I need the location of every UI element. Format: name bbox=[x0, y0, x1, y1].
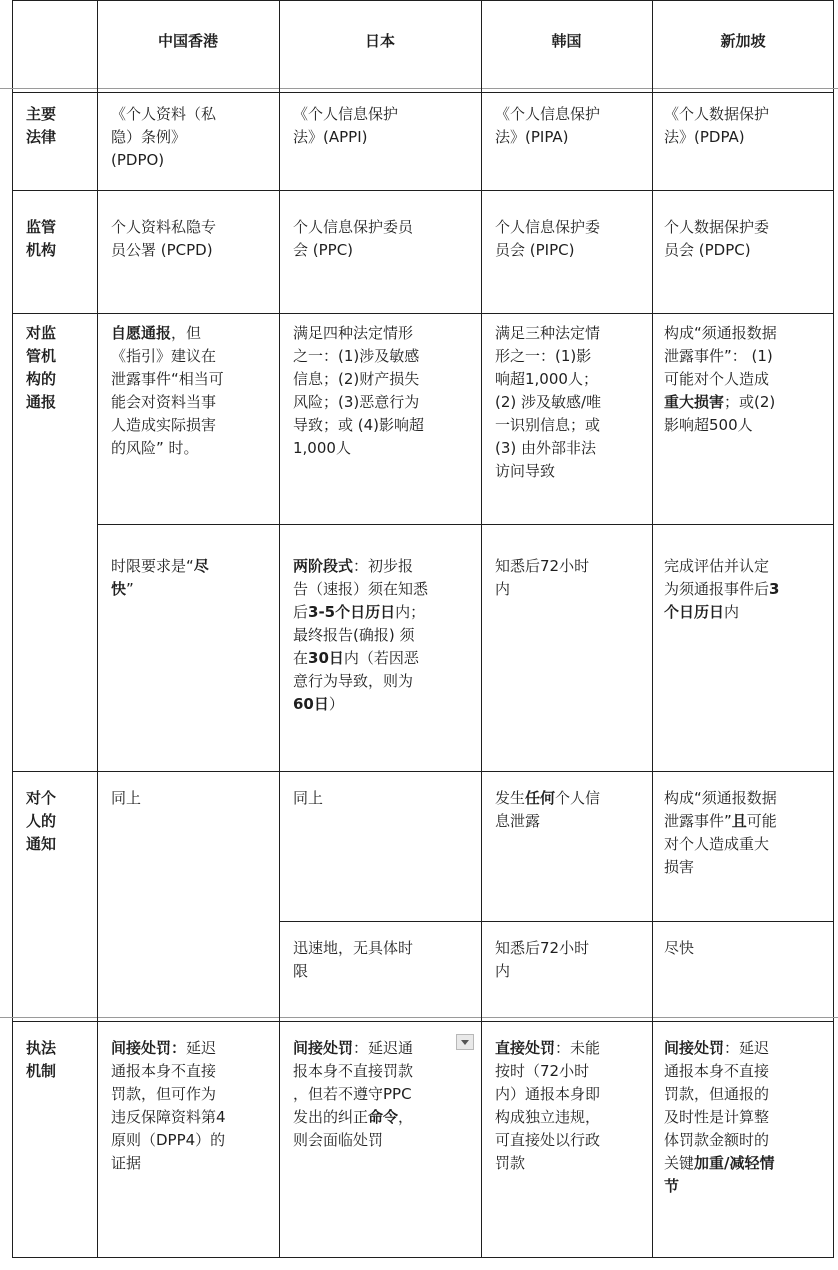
header-japan: 日本 bbox=[364, 32, 395, 50]
cell-regulator-jp: 个人信息保护委员 会 (PPC) bbox=[293, 218, 414, 259]
cell-individual-deadline-jp: 迅速地，无具体时 限 bbox=[293, 939, 414, 980]
cell-individual-deadline-sg: 尽快 bbox=[664, 939, 695, 957]
cell-regulator-kr: 个人信息保护委 员会 (PIPC) bbox=[495, 218, 601, 259]
cell-notify-regulator-kr: 满足三种法定情 形之一：(1)影 响超1,000人； (2) 涉及敏感/唯 一识别信息；或 (3) 由外部非法 访问导致 bbox=[495, 324, 602, 480]
cell-notify-regulator-sg: 构成“须通报数据 泄露事件”： (1) 可能对个人造成 重大损害；或(2) 影响超500人 bbox=[664, 324, 777, 434]
row-label-regulator: 监管 机构 bbox=[26, 218, 57, 259]
cell-notify-individual-hk: 同上 bbox=[111, 789, 142, 807]
cell-law-sg: 《个人数据保护 法》(PDPA) bbox=[664, 105, 770, 146]
row-label-notify-individual: 对个 人的 通知 bbox=[26, 789, 57, 853]
row-divider bbox=[12, 92, 834, 93]
cell-individual-deadline-kr: 知悉后72小时 内 bbox=[495, 939, 590, 980]
row-divider bbox=[12, 1021, 834, 1022]
column-divider bbox=[97, 0, 98, 1258]
cell-law-kr: 《个人信息保护 法》(PIPA) bbox=[495, 105, 601, 146]
row-divider bbox=[97, 524, 834, 525]
row-divider bbox=[12, 313, 834, 314]
header-hong-kong: 中国香港 bbox=[157, 32, 218, 50]
cell-enforcement-hk: 间接处罚：延迟 通报本身不直接 罚款，但可作为 违反保障资料第4 原则（DPP4）的 证据 bbox=[111, 1039, 226, 1172]
row-label-enforcement: 执法 机制 bbox=[26, 1039, 57, 1080]
header-korea: 韩国 bbox=[551, 32, 582, 50]
cell-notify-individual-kr: 发生任何个人信 息泄露 bbox=[495, 789, 601, 830]
row-divider bbox=[0, 88, 838, 89]
cell-notify-regulator-jp: 满足四种法定情形 之一：(1)涉及敏感 信息；(2)财产损失 风险；(3)恶意行为 导致；或 (4)影响超 1,000人 bbox=[293, 324, 425, 457]
cell-enforcement-jp: 间接处罚：延迟通 报本身不直接罚款 ，但若不遵守PPC 发出的纠正命令， 则会面临处罚 bbox=[293, 1039, 414, 1149]
column-divider bbox=[652, 0, 653, 1258]
cell-menu-dropdown-icon[interactable] bbox=[456, 1034, 474, 1050]
cell-regulator-sg: 个人数据保护委 员会 (PDPC) bbox=[664, 218, 770, 259]
cell-deadline-hk: 时限要求是“尽 快” bbox=[111, 557, 209, 598]
header-singapore: 新加坡 bbox=[720, 32, 766, 50]
cell-law-hk: 《个人资料（私 隐）条例》 (PDPO) bbox=[111, 105, 217, 169]
row-divider bbox=[0, 1017, 838, 1018]
cell-deadline-kr: 知悉后72小时 内 bbox=[495, 557, 590, 598]
column-divider bbox=[279, 0, 280, 1258]
row-divider bbox=[12, 190, 834, 191]
cell-enforcement-sg: 间接处罚：延迟 通报本身不直接 罚款，但通报的 及时性是计算整 体罚款金额时的 关键加重/减轻情 节 bbox=[664, 1039, 775, 1195]
row-divider bbox=[12, 771, 834, 772]
row-label-law: 主要 法律 bbox=[26, 105, 57, 146]
cell-notify-regulator-hk: 自愿通报，但 《指引》建议在 泄露事件“相当可 能会对资料当事 人造成实际损害 的风险” 时。 bbox=[111, 324, 224, 457]
cell-enforcement-kr: 直接处罚：未能 按时（72小时 内）通报本身即 构成独立违规， 可直接处以行政 罚款 bbox=[495, 1039, 601, 1172]
cell-deadline-sg: 完成评估并认定 为须通报事件后3 个日历日内 bbox=[664, 557, 780, 621]
cell-regulator-hk: 个人资料私隐专 员公署 (PCPD) bbox=[111, 218, 217, 259]
cell-law-jp: 《个人信息保护 法》(APPI) bbox=[293, 105, 399, 146]
cell-deadline-jp: 两阶段式：初步报 告（速报）须在知悉 后3-5个日历日内； 最终报告(确报) 须 在30日内（若因恶 意行为导致，则为 60日） bbox=[293, 557, 429, 713]
cell-notify-individual-jp: 同上 bbox=[293, 789, 324, 807]
column-divider bbox=[481, 0, 482, 1258]
row-divider bbox=[279, 921, 834, 922]
row-label-notify-regulator: 对监 管机 构的 通报 bbox=[26, 324, 57, 411]
cell-notify-individual-sg: 构成“须通报数据 泄露事件”且可能 对个人造成重大 损害 bbox=[664, 789, 777, 876]
